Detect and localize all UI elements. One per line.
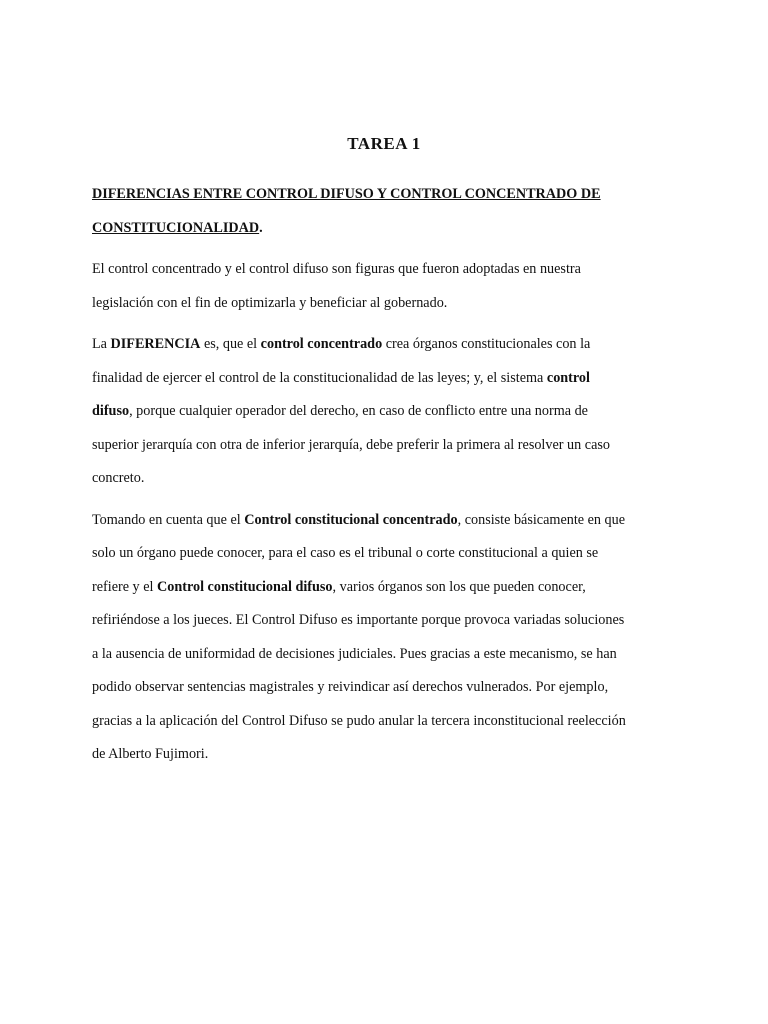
heading-line-1-text: DIFERENCIAS ENTRE CONTROL DIFUSO Y CONTROL CONCENTRADO DE [92, 186, 601, 202]
heading-line-2-end: . [259, 219, 263, 236]
document-body [92, 178, 684, 780]
p2-l1-a: La [92, 336, 111, 352]
p2-l1-e: crea órganos constitucionales con la [382, 336, 591, 352]
p2-line-3 [92, 395, 684, 429]
document-title: TAREA 1 [347, 134, 421, 153]
p2-l1-c: es, que el [200, 336, 261, 352]
p3-line-7: gracias a la aplicación del Control Difuso se pudo anular la tercera inconstitucional reelección [92, 712, 626, 729]
p2-line-5: concreto. [92, 470, 145, 486]
p3-line-3 [92, 571, 684, 605]
document-heading [92, 178, 684, 245]
heading-line-2-text: CONSTITUCIONALIDAD [92, 219, 260, 236]
p2-diferencia: DIFERENCIA [110, 336, 201, 352]
p2-line-4: superior jerarquía con otra de inferior jerarquía, debe preferir la primera al resolver un caso [92, 436, 610, 453]
p3-l1-c: , consiste básicamente en que [457, 511, 626, 528]
p1-line-2: legislación con el fin de optimizarla y beneficiar al gobernado. [92, 294, 448, 311]
p3-l3-a: refiere y el [92, 578, 157, 595]
p3-line-2: solo un órgano puede conocer, para el caso es el tribunal o corte constitucional a quien se [92, 545, 599, 561]
p2-control: control [546, 369, 590, 386]
p3-line-8: de Alberto Fujimori. [92, 746, 209, 762]
p2-line-1 [92, 328, 684, 362]
p3-l1-a: Tomando en cuenta que el [92, 511, 245, 528]
p2-l2-a: finalidad de ejercer el control de la constitucionalidad de las leyes; y, el sistema [92, 369, 547, 386]
paragraph-1 [92, 253, 684, 320]
p3-line-5: a la ausencia de uniformidad de decisiones judiciales. Pues gracias a este mecanismo, se han [92, 645, 617, 662]
p2-control-concentrado: control concentrado [260, 336, 383, 352]
p2-line-2 [92, 362, 684, 396]
p2-l3-b: , porque cualquier operador del derecho, en caso de conflicto entre una norma de [129, 403, 588, 419]
paragraph-2 [92, 328, 684, 496]
paragraph-3 [92, 504, 684, 772]
p3-control-difuso: Control constitucional difuso [156, 578, 333, 595]
heading-line-2 [92, 212, 684, 246]
p3-l3-c: , varios órganos son los que pueden conocer, [332, 578, 586, 595]
p2-difuso: difuso [92, 403, 130, 419]
p3-line-1 [92, 504, 684, 538]
p3-line-6: podido observar sentencias magistrales y reivindicar así derechos vulnerados. Por ejemplo, [92, 679, 609, 695]
p1-line-1: El control concentrado y el control difuso son figuras que fueron adoptadas en nuestra [92, 261, 581, 277]
p3-control-concentrado: Control constitucional concentrado [244, 511, 458, 528]
p3-line-4: refiriéndose a los jueces. El Control Difuso es importante porque provoca variadas soluciones [92, 612, 625, 628]
heading-line-1 [92, 178, 684, 212]
